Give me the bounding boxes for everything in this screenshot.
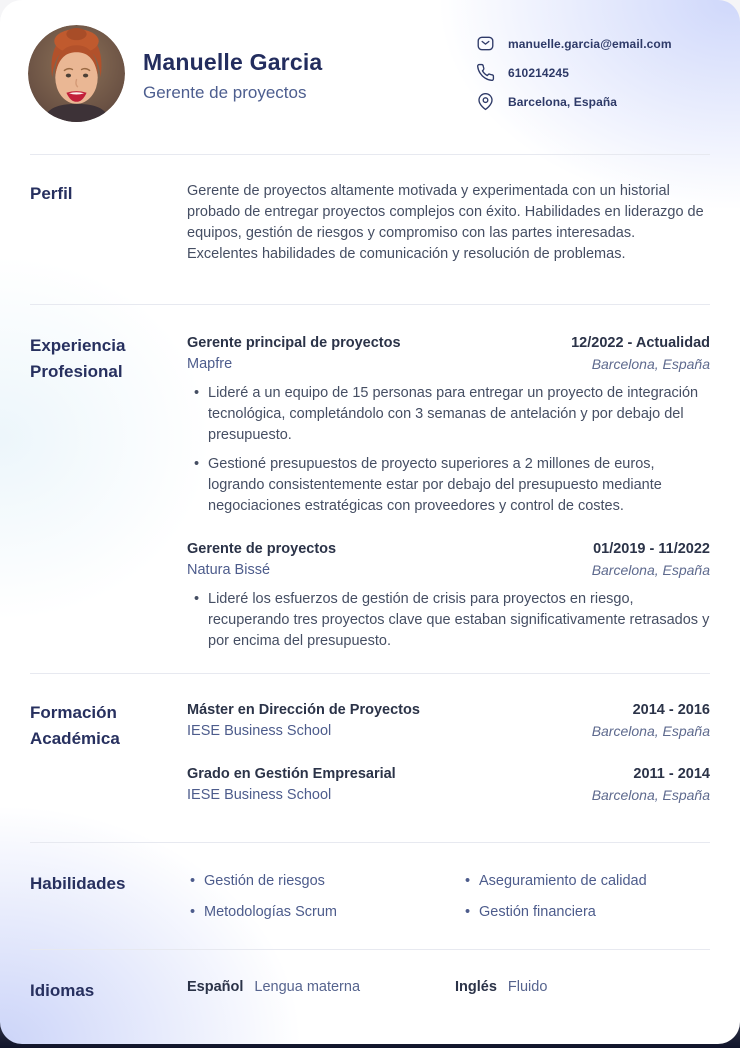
degree-title: Máster en Dirección de Proyectos [187, 702, 420, 718]
section-idiomas [0, 950, 740, 1040]
job-dates: 01/2019 - 11/2022 [593, 541, 710, 557]
job-entry-1 [187, 333, 710, 517]
degree-school: IESE Business School [187, 787, 332, 803]
contact-email-row [476, 34, 710, 53]
degree-dates: 2014 - 2016 [632, 702, 710, 718]
contact-phone-row [476, 63, 710, 82]
job-company: Mapfre [187, 356, 233, 372]
degree-title: Grado en Gestión Empresarial [187, 766, 396, 782]
identity-block [143, 25, 322, 154]
person-name: Manuelle Garcia [143, 49, 323, 75]
job-location: Barcelona, España [591, 356, 710, 372]
section-perfil [0, 155, 740, 304]
section-experiencia [0, 305, 740, 673]
language-level: Fluido [507, 979, 548, 995]
skills-column-2 [462, 871, 737, 949]
job-location: Barcelona, España [591, 562, 710, 578]
section-title-habilidades: Habilidades [30, 874, 126, 893]
language-item-spanish [187, 979, 455, 1040]
job-bullet: • Gestioné presupuestos de proyecto superiores a 2 millones de euros, logrando consistentemente estar por debajo del presupuesto mediante negociaciones estratégicas con proveedores y control de costes. [187, 454, 710, 517]
skill-item: • Gestión financiera [462, 902, 737, 922]
job-bullet: • Lideré los esfuerzos de gestión de crisis para proyectos en riesgo, recuperando tres proyectos clave que estaban significativamente retrasados y por encima del presupuesto. [187, 589, 710, 652]
education-entry-1 [187, 700, 710, 742]
degree-dates: 2011 - 2014 [633, 766, 710, 782]
skill-item: • Gestión de riesgos [187, 871, 462, 891]
email-icon [476, 34, 495, 53]
job-achievements [187, 383, 710, 517]
section-title-experiencia: Experiencia Profesional [30, 336, 126, 381]
contact-location-text: Barcelona, España [508, 94, 618, 109]
skills-column-1 [187, 871, 462, 949]
phone-icon [476, 63, 495, 82]
job-dates: 12/2022 - Actualidad [571, 335, 710, 351]
language-name: Español [187, 979, 244, 995]
section-title-idiomas: Idiomas [30, 981, 95, 1000]
job-company: Natura Bissé [187, 562, 271, 578]
location-icon [476, 92, 495, 111]
contact-email-text: manuelle.garcia@email.com [508, 36, 672, 51]
section-habilidades [0, 843, 740, 949]
section-title-perfil: Perfil [30, 184, 73, 203]
contact-location-row [476, 92, 710, 111]
job-bullet: • Lideré a un equipo de 15 personas para entregar un proyecto de integración tecnológica, completándolo con 3 semanas de antelación y por debajo del presupuesto. [187, 383, 710, 446]
degree-location: Barcelona, España [591, 787, 710, 803]
skill-item: • Metodologías Scrum [187, 902, 462, 922]
contact-list [476, 25, 710, 154]
job-entry-2 [187, 539, 710, 652]
degree-school: IESE Business School [187, 723, 332, 739]
section-title-formacion: Formación Académica [30, 703, 120, 748]
language-item-english [455, 979, 723, 1040]
avatar-portrait-illustration [28, 25, 125, 122]
job-title: Gerente de proyectos [187, 541, 337, 557]
avatar [28, 25, 125, 122]
job-achievements [187, 589, 710, 652]
person-job-title: Gerente de proyectos [143, 83, 307, 102]
skill-item: • Aseguramiento de calidad [462, 871, 737, 891]
profile-summary-text: Gerente de proyectos altamente motivada y experimentada con un historial probado de entregar proyectos complejos con éxito. Habilidades en liderazgo de equipos, gestión de riesgos y compromiso con las partes interesadas. Excelentes habilidades de comunicación y resolución de problemas. [187, 183, 704, 262]
contact-phone-text: 610214245 [508, 65, 569, 80]
degree-location: Barcelona, España [591, 723, 710, 739]
language-name: Inglés [455, 979, 497, 995]
section-formacion [0, 674, 740, 842]
resume-header [0, 0, 740, 154]
education-entry-2 [187, 764, 710, 806]
job-title: Gerente principal de proyectos [187, 335, 401, 351]
language-level: Lengua materna [254, 979, 361, 995]
